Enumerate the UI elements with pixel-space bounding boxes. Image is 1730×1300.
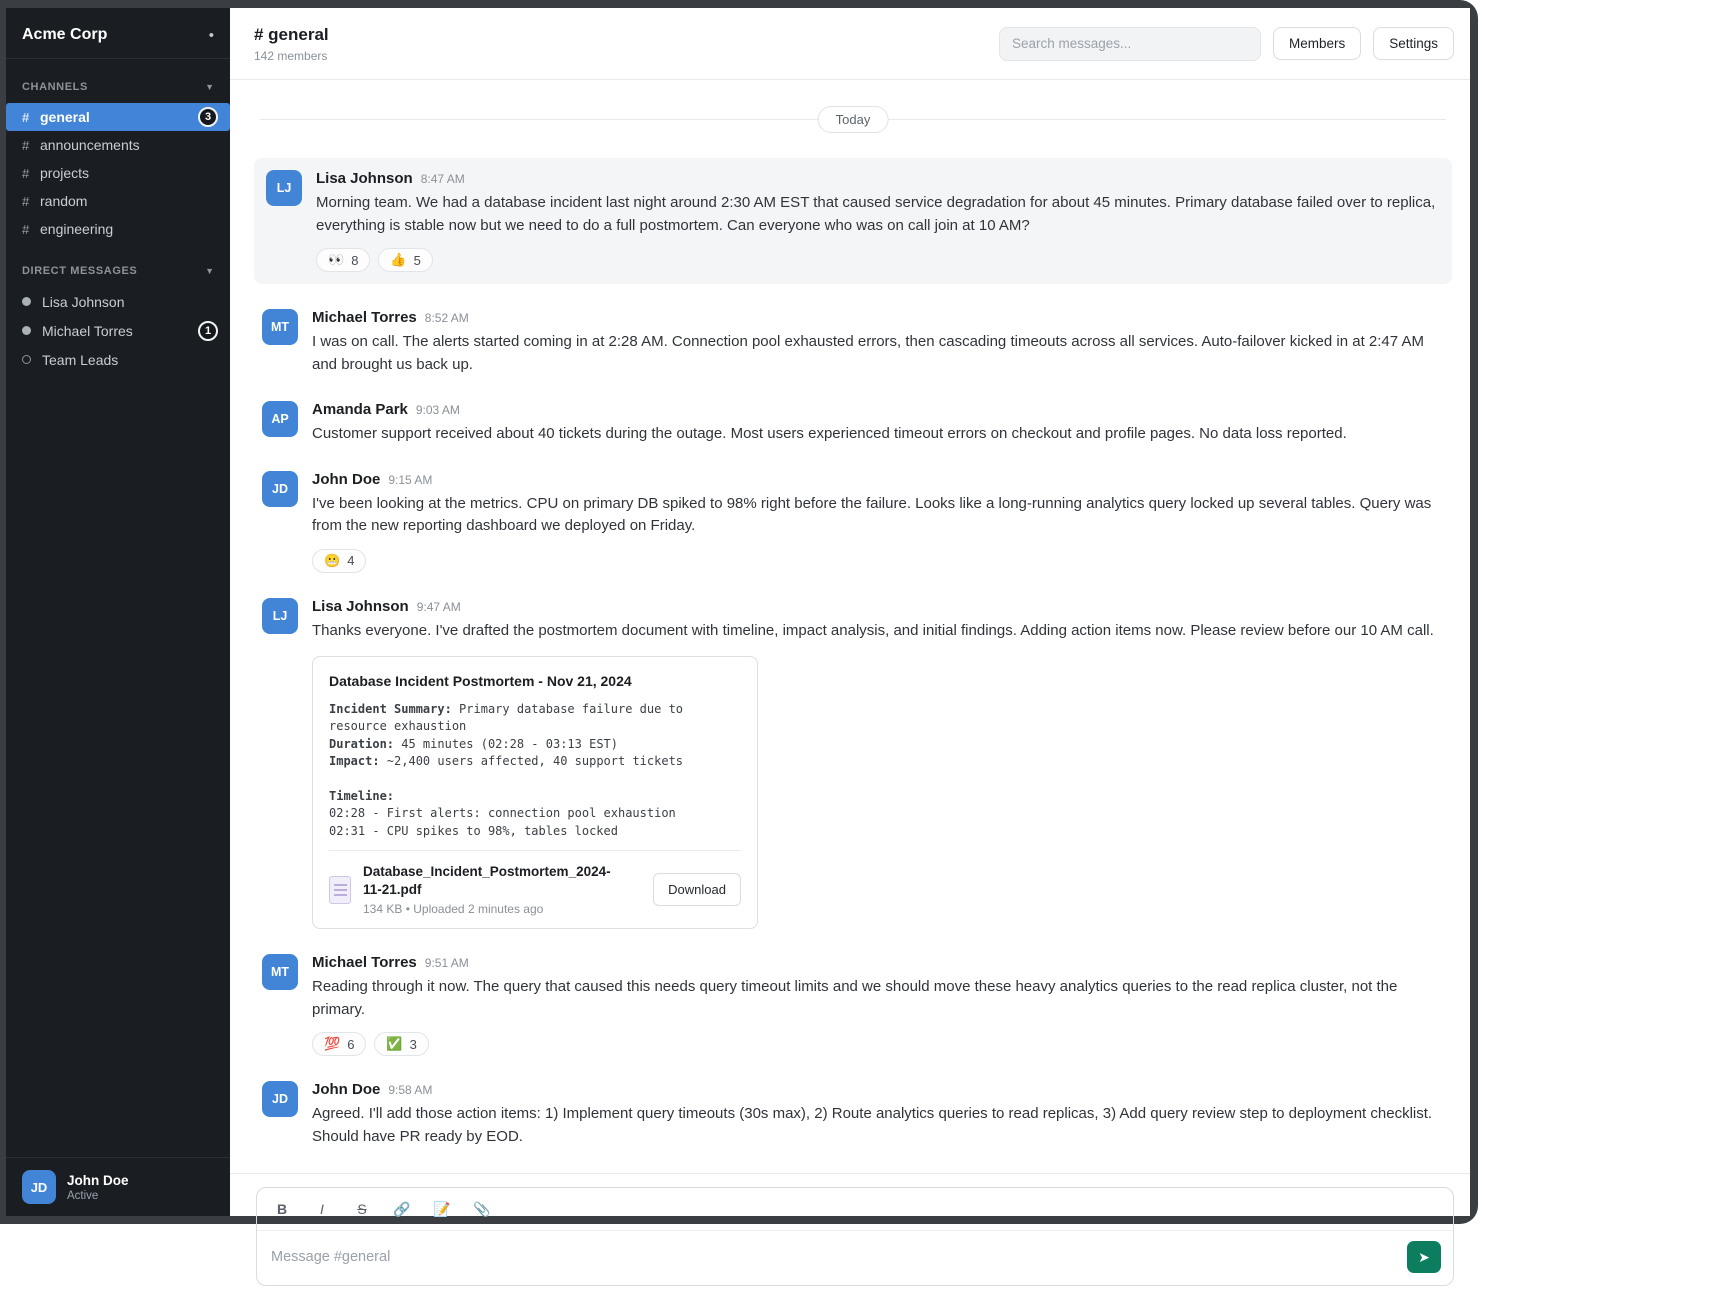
current-user-profile[interactable] bbox=[6, 1157, 230, 1216]
workspace-header[interactable] bbox=[6, 8, 230, 58]
avatar: LJ bbox=[262, 598, 298, 634]
search-input[interactable] bbox=[999, 27, 1261, 61]
message-timestamp: 9:58 AM bbox=[388, 1083, 433, 1098]
reaction-pill[interactable] bbox=[378, 248, 432, 272]
sidebar-dm-lisa-johnson[interactable] bbox=[6, 287, 230, 316]
channel-list bbox=[6, 103, 230, 243]
message-text: Morning team. We had a database incident last night around 2:30 AM EST that caused service degradation for about 45 minutes. Primary database failed over to replica, everything is stable now but we need to do a full postmortem. Can everyone who was on call join at 10 AM? bbox=[316, 194, 1436, 234]
composer-area bbox=[230, 1173, 1470, 1300]
reaction-count: 8 bbox=[351, 252, 359, 268]
message-author: Lisa Johnson bbox=[316, 170, 413, 187]
message-author: Amanda Park bbox=[312, 401, 408, 418]
reaction-emoji-icon: 👀 bbox=[328, 252, 345, 267]
dms-collapse-icon[interactable]: ▼ bbox=[205, 266, 214, 276]
avatar: LJ bbox=[266, 170, 302, 206]
dm-name: Michael Torres bbox=[42, 322, 133, 339]
reaction-pill[interactable] bbox=[316, 248, 370, 272]
link-icon[interactable]: 🔗 bbox=[387, 1197, 417, 1221]
message-author: Lisa Johnson bbox=[312, 597, 409, 615]
composer bbox=[256, 1187, 1454, 1286]
hash-icon: # bbox=[22, 109, 30, 125]
date-divider bbox=[260, 106, 1446, 132]
channel-name: random bbox=[40, 193, 88, 209]
members-button[interactable]: Members bbox=[1273, 27, 1361, 60]
hash-icon: # bbox=[22, 193, 30, 209]
avatar: JD bbox=[22, 1170, 56, 1204]
dm-name: Team Leads bbox=[42, 351, 119, 368]
message-row bbox=[256, 598, 1454, 930]
message-author: John Doe bbox=[312, 470, 381, 488]
message-author: John Doe bbox=[312, 1081, 381, 1099]
formatting-toolbar bbox=[257, 1188, 1453, 1231]
send-icon: ➤ bbox=[1418, 1248, 1430, 1265]
channels-collapse-icon[interactable]: ▼ bbox=[205, 82, 214, 92]
reaction-pill[interactable] bbox=[312, 549, 366, 573]
hash-icon: # bbox=[22, 165, 30, 181]
message-text: Agreed. I'll add those action items: 1) Implement query timeouts (30s max), 2) Route analytics queries to read replicas, 3) Add query review step to deployment checklist. Should have PR ready by EOD. bbox=[312, 1105, 1433, 1145]
message-timestamp: 8:47 AM bbox=[420, 172, 465, 186]
unread-badge: 1 bbox=[198, 321, 218, 341]
avatar: JD bbox=[262, 471, 298, 507]
reactions-row bbox=[312, 549, 1448, 573]
reaction-count: 4 bbox=[347, 553, 355, 568]
attachment-file-meta: 134 KB • Uploaded 2 minutes ago bbox=[363, 902, 544, 917]
message-author: Michael Torres bbox=[312, 954, 417, 972]
current-user-name: John Doe bbox=[67, 1172, 129, 1188]
messages-container bbox=[256, 158, 1454, 1148]
sidebar bbox=[6, 8, 230, 1216]
channels-section-header[interactable] bbox=[6, 59, 230, 103]
dms-section-header[interactable] bbox=[6, 243, 230, 287]
avatar: MT bbox=[262, 954, 298, 990]
channel-name: projects bbox=[40, 165, 90, 181]
channel-member-count: 142 members bbox=[254, 48, 328, 63]
message-row bbox=[256, 471, 1454, 573]
avatar: AP bbox=[262, 401, 298, 437]
channel-title: # general bbox=[254, 24, 329, 44]
reaction-emoji-icon: ✅ bbox=[386, 1036, 403, 1052]
hash-icon: # bbox=[22, 221, 30, 237]
pdf-file-icon bbox=[329, 876, 351, 904]
italic-icon[interactable]: I bbox=[307, 1197, 337, 1221]
avatar: JD bbox=[262, 1081, 298, 1117]
app-window bbox=[6, 8, 1470, 1265]
sidebar-item-projects[interactable] bbox=[6, 159, 230, 187]
presence-dot-icon bbox=[22, 355, 31, 364]
sidebar-item-engineering[interactable] bbox=[6, 215, 230, 243]
message-timestamp: 9:15 AM bbox=[388, 472, 433, 487]
message-input[interactable] bbox=[271, 1249, 1407, 1265]
dms-label: DIRECT MESSAGES bbox=[22, 265, 138, 277]
avatar: MT bbox=[262, 309, 298, 345]
workspace-menu-dot-icon[interactable]: • bbox=[208, 26, 214, 44]
message-row bbox=[256, 401, 1454, 446]
channel-header bbox=[230, 8, 1470, 80]
presence-dot-icon bbox=[22, 297, 31, 306]
send-button[interactable] bbox=[1407, 1241, 1441, 1273]
message-timestamp: 9:47 AM bbox=[416, 599, 461, 614]
sidebar-item-announcements[interactable] bbox=[6, 131, 230, 159]
reaction-emoji-icon: 😬 bbox=[324, 552, 341, 568]
message-row bbox=[254, 158, 1452, 284]
attachment-preview-title: Database Incident Postmortem - Nov 21, 2024 bbox=[329, 673, 632, 689]
date-divider-label: Today bbox=[818, 106, 889, 133]
download-button[interactable]: Download bbox=[653, 873, 741, 906]
settings-button[interactable]: Settings bbox=[1373, 27, 1454, 60]
message-text: Reading through it now. The query that caused this needs query timeout limits and we should move these heavy analytics queries to the read replica cluster, not the primary. bbox=[312, 978, 1398, 1018]
message-row bbox=[256, 954, 1454, 1056]
workspace-name: Acme Corp bbox=[22, 26, 108, 43]
sidebar-spacer bbox=[6, 374, 230, 1157]
dm-name: Lisa Johnson bbox=[42, 293, 125, 310]
memo-icon[interactable]: 📝 bbox=[427, 1197, 457, 1221]
reactions-row bbox=[312, 1032, 1448, 1056]
reactions-row bbox=[316, 248, 1440, 272]
attachment-preview-text: Incident Summary: Primary database failure due to resource exhaustion Duration: 45 minutes (02:28 - 03:13 EST) Impact: ~2,400 users affected, 40 support tickets Timeline: 02:28 - First alerts: connection pool exhaustion 02:31 - CPU spikes to 98%, tables locked bbox=[329, 702, 691, 838]
message-row bbox=[256, 1081, 1454, 1148]
file-attachment-card bbox=[312, 656, 758, 929]
bold-icon[interactable]: B bbox=[267, 1197, 297, 1221]
message-text: I was on call. The alerts started coming in at 2:28 AM. Connection pool exhausted errors, then cascading timeouts across all services. Auto-failover kicked in at 2:47 AM and brought us back up. bbox=[312, 333, 1424, 373]
reaction-count: 5 bbox=[413, 252, 421, 268]
sidebar-item-random[interactable] bbox=[6, 187, 230, 215]
message-text: Customer support received about 40 tickets during the outage. Most users experienced timeout errors on checkout and profile pages. No data loss reported. bbox=[312, 425, 1347, 442]
message-row bbox=[256, 309, 1454, 376]
message-text: Thanks everyone. I've drafted the postmortem document with timeline, impact analysis, and initial findings. Adding action items now. Please review before our 10 AM call. bbox=[312, 621, 1434, 639]
unread-badge: 3 bbox=[198, 107, 218, 127]
channels-label: CHANNELS bbox=[22, 81, 88, 93]
attachment-file-name: Database_Incident_Postmortem_2024-11-21.pdf bbox=[363, 864, 611, 897]
strikethrough-icon[interactable]: S bbox=[347, 1197, 377, 1221]
reaction-emoji-icon: 👍 bbox=[390, 252, 407, 267]
reaction-pill[interactable] bbox=[374, 1032, 428, 1056]
message-text: I've been looking at the metrics. CPU on primary DB spiked to 98% right before the failure. Looks like a long-running analytics query locked up several tables. Query was from the new reporting dashboard we deployed on Friday. bbox=[312, 494, 1432, 534]
sidebar-item-general[interactable] bbox=[6, 103, 230, 131]
current-user-status: Active bbox=[67, 1189, 99, 1202]
message-timestamp: 9:03 AM bbox=[415, 403, 460, 417]
reaction-pill[interactable] bbox=[312, 1032, 366, 1056]
message-timestamp: 8:52 AM bbox=[424, 311, 469, 325]
message-list[interactable] bbox=[230, 80, 1470, 1173]
reaction-emoji-icon: 💯 bbox=[324, 1036, 341, 1052]
paperclip-icon[interactable]: 📎 bbox=[467, 1197, 497, 1221]
sidebar-dm-team-leads[interactable] bbox=[6, 345, 230, 374]
sidebar-dm-michael-torres[interactable] bbox=[6, 316, 230, 345]
reaction-count: 3 bbox=[409, 1036, 417, 1052]
main-panel bbox=[230, 8, 1470, 1265]
message-timestamp: 9:51 AM bbox=[424, 956, 469, 971]
message-author: Michael Torres bbox=[312, 309, 417, 326]
channel-name: engineering bbox=[40, 221, 114, 237]
channel-name: general bbox=[40, 109, 90, 125]
presence-dot-icon bbox=[22, 326, 31, 335]
hash-icon: # bbox=[22, 137, 30, 153]
dm-list bbox=[6, 287, 230, 374]
reaction-count: 6 bbox=[347, 1036, 355, 1052]
channel-name: announcements bbox=[40, 137, 140, 153]
